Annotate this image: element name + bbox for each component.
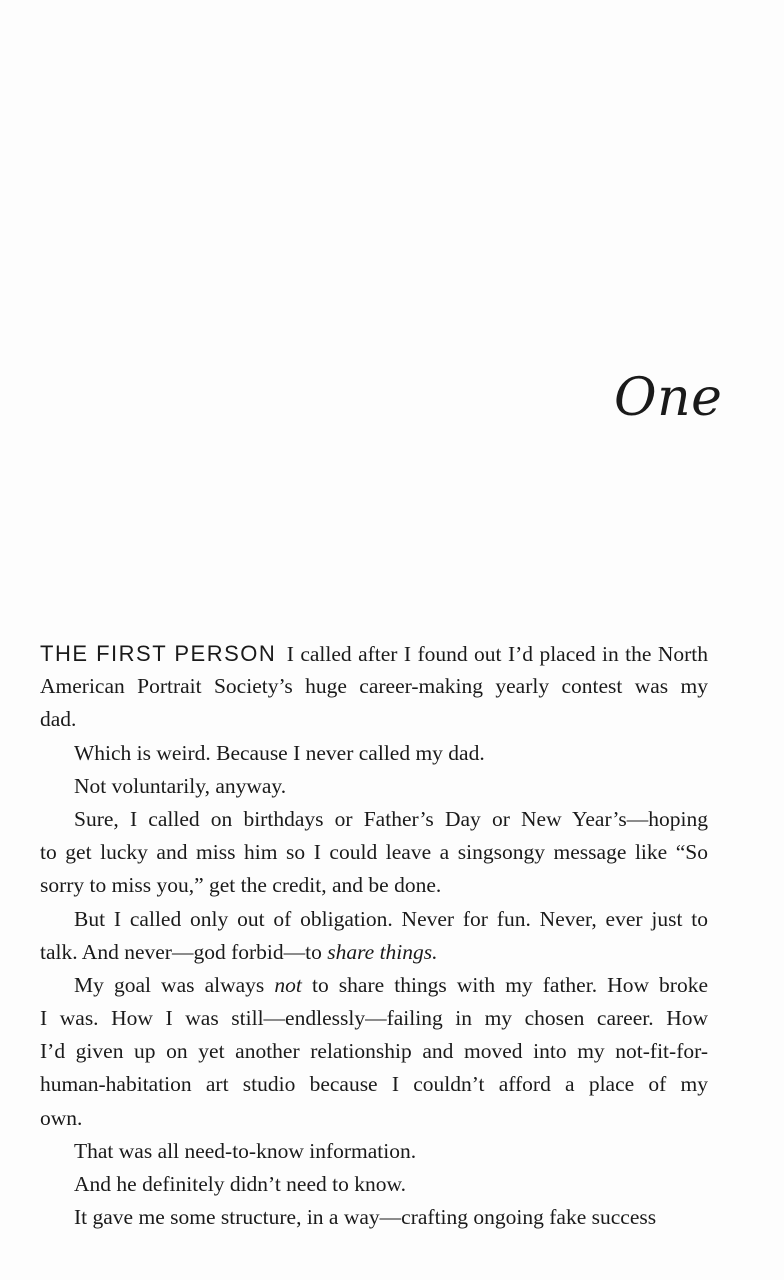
paragraph	[40, 1201, 708, 1234]
paragraph	[40, 903, 708, 969]
text-line: My goal was always not to share things with my father. How broke	[74, 972, 709, 997]
chapter-title: One	[614, 368, 723, 428]
text-line: Which is weird. Because I never called my dad.	[74, 740, 485, 765]
text-line: I’d given up on yet another relationship and moved into my not-fit-for-	[40, 1039, 708, 1064]
paragraph	[40, 803, 708, 903]
paragraph	[40, 737, 708, 770]
text-line: Not voluntarily, anyway.	[74, 773, 287, 798]
text-line: dad.	[40, 707, 77, 732]
text-line: talk. And never—god forbid—to share things.	[40, 939, 438, 964]
text-line: Sure, I called on birthdays or Father’s Day or New Year’s—hoping	[74, 806, 708, 831]
text-line: human-habitation art studio because I couldn’t afford a place of my	[40, 1072, 708, 1097]
text-line: And he definitely didn’t need to know.	[74, 1172, 406, 1196]
paragraph	[40, 637, 708, 737]
text-line: THE FIRST PERSON I called after I found out I’d placed in the North	[40, 637, 708, 670]
lead-in-small-caps: THE FIRST PERSON	[40, 641, 277, 666]
italic-emphasis: share things.	[327, 939, 438, 964]
italic-emphasis: not	[274, 972, 302, 997]
paragraph	[40, 969, 708, 1135]
paragraph	[40, 770, 708, 803]
text-line: American Portrait Society’s huge career-making yearly contest was my	[40, 674, 708, 699]
text-line: But I called only out of obligation. Never for fun. Never, ever just to	[74, 906, 708, 931]
paragraph	[40, 1135, 708, 1168]
chapter-body	[40, 637, 708, 1234]
text-line: to get lucky and miss him so I could leave a singsongy message like “So	[40, 840, 708, 865]
text-line: I was. How I was still—endlessly—failing in my chosen career. How	[40, 1006, 708, 1031]
text-line: sorry to miss you,” get the credit, and be done.	[40, 873, 442, 898]
paragraph	[40, 1168, 708, 1201]
text-line: own.	[40, 1105, 83, 1130]
text-line: It gave me some structure, in a way—crafting ongoing fake success	[74, 1205, 657, 1230]
text-line: That was all need-to-know information.	[74, 1138, 417, 1163]
